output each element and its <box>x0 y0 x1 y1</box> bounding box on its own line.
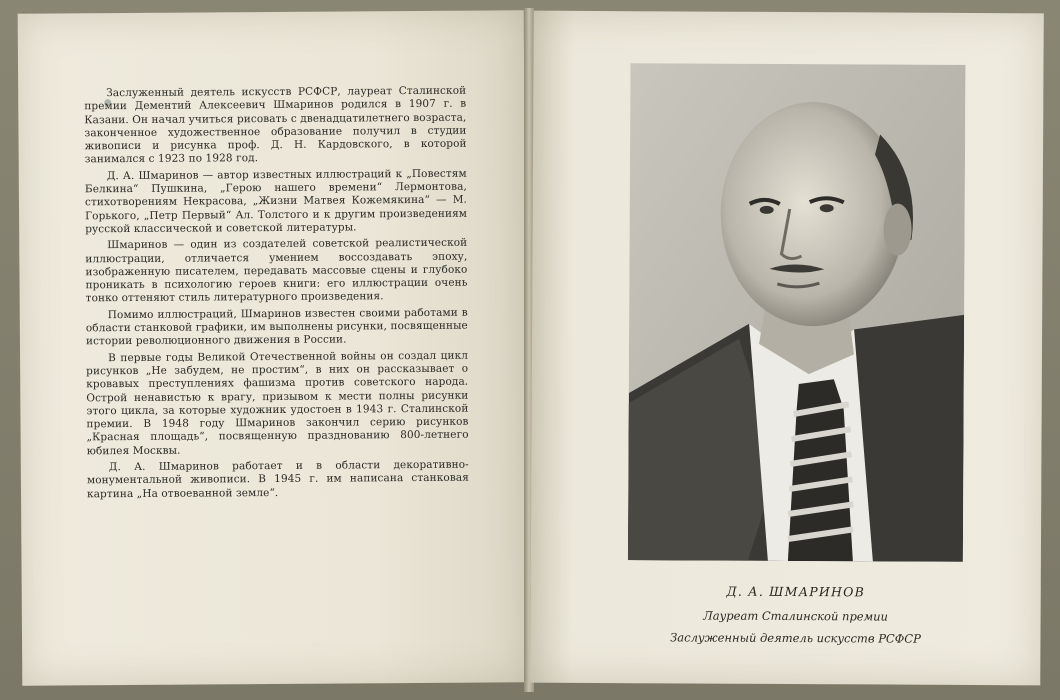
bio-paragraph: Д. А. Шмаринов — автор известных иллюстраций к „Повестям Белкина“ Пушкина, „Герою нашего времени“ Лермонтова, стихотворениям Некрасова, „Жизни Матвея Кожемякина“ — М. Горького, „Петр Первый“ Ал. Толстого и к другим произведениям русской классической и советской литературы. <box>84 167 468 236</box>
portrait-photo-icon <box>628 63 966 562</box>
portrait-photo <box>628 63 966 562</box>
biography-text <box>84 85 469 505</box>
bio-paragraph: Заслуженный деятель искусств РСФСР, лауреат Сталинской премии Дементий Алексеевич Шмаринов родился в 1907 г. в Казани. Он начал учиться рисовать с двенадцатилетнего возраста, законченное художественное образование получил в студии живописи и рисунка проф. Д. Н. Кардовского, в которой занимался с 1923 по 1928 год. <box>84 84 467 166</box>
bio-paragraph: В первые годы Великой Отечественной войны он создал цикл рисунков „Не забудем, не простим“, в них он рассказывает о кровавых преступлениях фашизма против советского народа. Острой ненавистью к врагу, призывом к мести полны рисунки этого цикла, за которые художник удостоен в 1943 г. Сталинской премии. В 1948 году Шмаринов закончил серию рисунков „Красная площадь“, посвященную празднованию 800-летнего юбилея Москвы. <box>86 349 469 458</box>
caption-title-prize: Лауреат Сталинской премии <box>703 608 889 624</box>
bio-paragraph: Д. А. Шмаринов работает и в области декоративно-монументальной живописи. В 1945 г. им написана станковая картина „На отвоеванной земле“. <box>86 458 469 500</box>
caption-title-honored: Заслуженный деятель искусств РСФСР <box>670 630 921 646</box>
caption-name: Д. А. ШМАРИНОВ <box>726 583 866 600</box>
left-page <box>18 10 529 686</box>
right-page <box>530 11 1044 686</box>
bio-paragraph: Шмаринов — один из создателей советской реалистической иллюстрации, отличается умением воссоздавать эпоху, изображенную писателем, передавать массовые сцены и глубоко проникать в психологию героев книги: его иллюстрации очень тонко оттеняют стиль литературного произведения. <box>85 236 468 305</box>
bio-paragraph: Помимо иллюстраций, Шмаринов известен своими работами в области станковой графики, им выполнены рисунки, посвященные истории революционного движения в России. <box>85 306 468 348</box>
